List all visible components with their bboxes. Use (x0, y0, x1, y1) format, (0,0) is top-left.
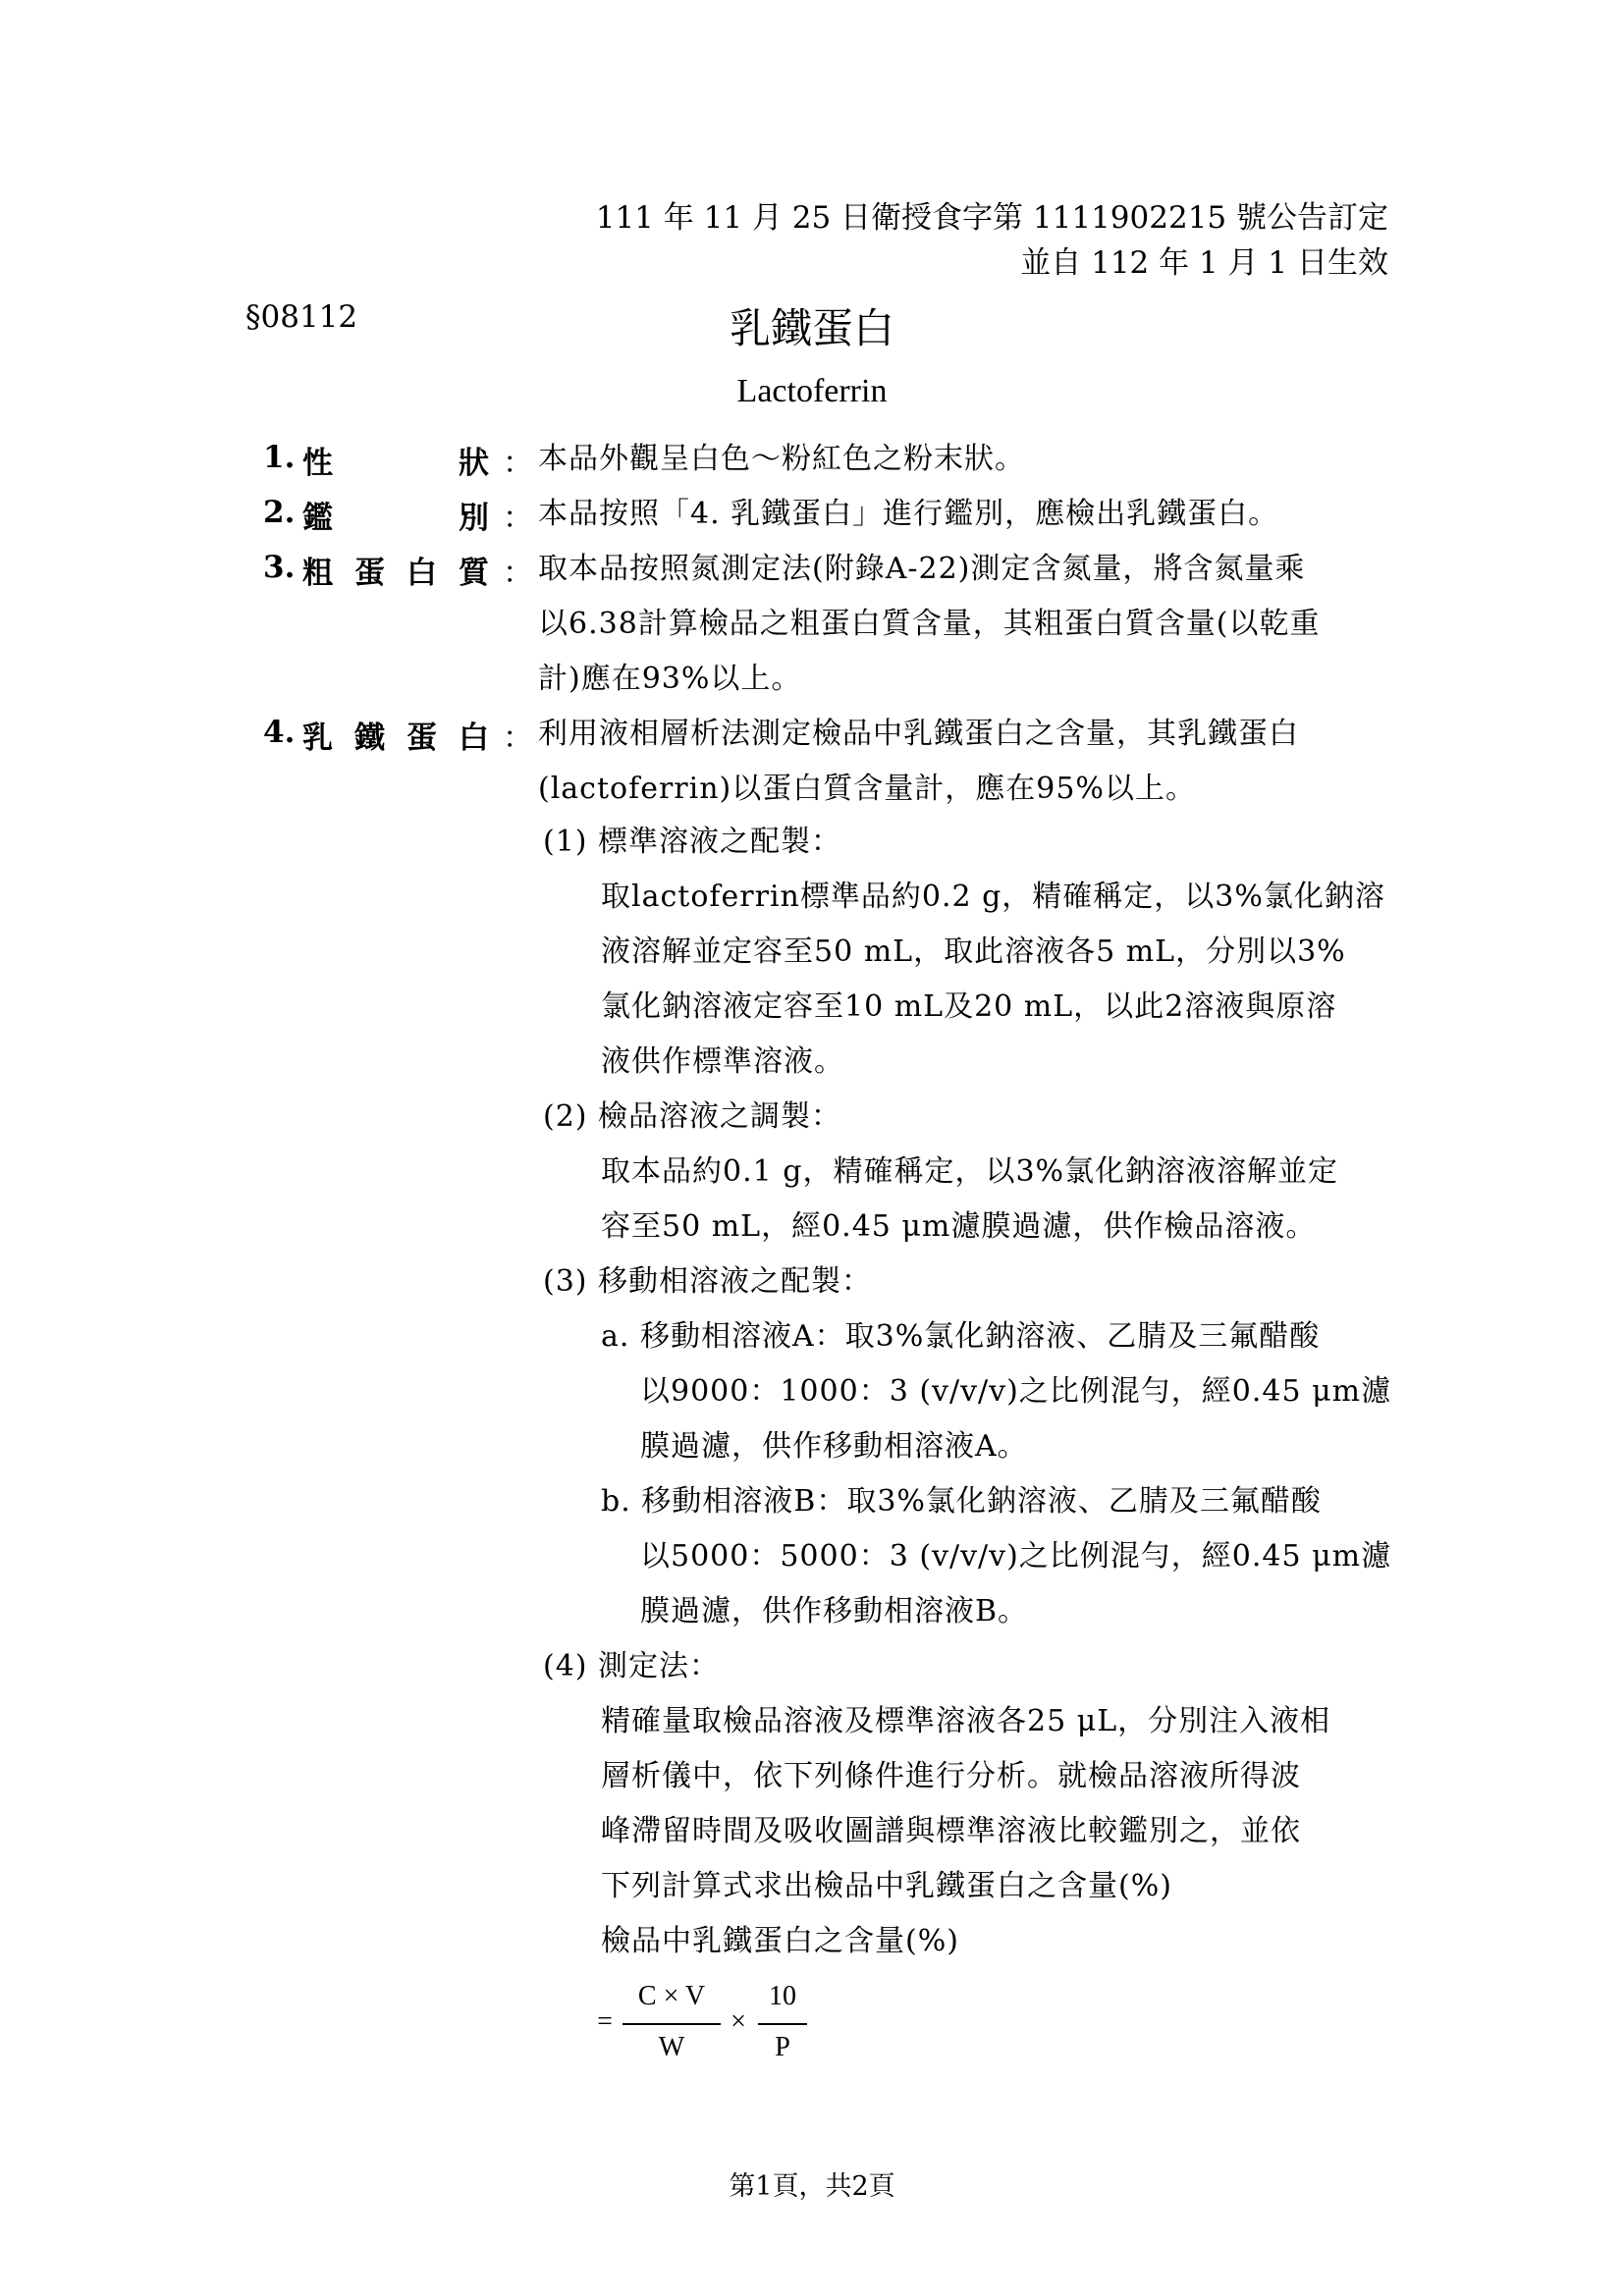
mobile-phase-a: a. 移動相溶液A：取3%氯化鈉溶液、乙腈及三氟醋酸 (601, 1319, 1321, 1354)
item-text: 取本品按照氮測定法(附錄A-22)測定含氮量，將含氮量乘 (538, 552, 1306, 586)
formula-times: × (731, 2006, 746, 2037)
sub1-text: 液溶解並定容至50 mL，取此溶液各5 mL，分別以3% (601, 934, 1346, 969)
item-label: 乳 鐵 蛋 白 (302, 721, 489, 756)
sub4-text: 檢品中乳鐵蛋白之含量(%) (601, 1924, 959, 1958)
item-crude-protein (0, 542, 1624, 707)
announcement-line-1: 111 年 11 月 25 日衛授食字第 1111902215 號公告訂定 (595, 200, 1388, 236)
item-identification (0, 487, 1624, 542)
item-label: 粗 蛋 白 質 (302, 556, 489, 591)
item-colon: ： (503, 556, 533, 591)
item-appearance (0, 432, 1624, 487)
document-title: 乳鐵蛋白 (729, 304, 894, 352)
formula-numerator-cv: C × V (637, 1981, 706, 2011)
item-text: (lactoferrin)以蛋白質含量計，應在95%以上。 (538, 772, 1196, 806)
formula-equals: = (597, 2006, 613, 2037)
document-subtitle: Lactoferrin (736, 373, 888, 409)
sub4-heading: (4) 測定法： (543, 1649, 721, 1683)
item-text: 本品按照「4. 乳鐵蛋白」進行鑑別，應檢出乳鐵蛋白。 (538, 497, 1279, 531)
fraction-bar (623, 2023, 721, 2025)
sub3-heading: (3) 移動相溶液之配製： (543, 1264, 873, 1299)
mobile-phase-b: 膜過濾，供作移動相溶液B。 (640, 1594, 1029, 1629)
mobile-phase-b: 以5000：5000：3 (v/v/v)之比例混勻，經0.45 μm濾 (640, 1539, 1392, 1574)
item-number: 1. (263, 440, 296, 475)
item-text: 利用液相層析法測定檢品中乳鐵蛋白之含量，其乳鐵蛋白 (538, 717, 1299, 751)
item-number: 2. (263, 495, 296, 530)
sub1-text: 取lactoferrin標準品約0.2 g，精確稱定，以3%氯化鈉溶 (601, 880, 1385, 914)
document-code: §08112 (245, 299, 358, 335)
mobile-phase-a: 以9000：1000：3 (v/v/v)之比例混勻，經0.45 μm濾 (640, 1374, 1392, 1409)
item-text: 計)應在93%以上。 (538, 662, 802, 696)
fraction-bar (758, 2023, 807, 2025)
item-label: 鑑 別 (302, 501, 489, 536)
mobile-phase-b: b. 移動相溶液B：取3%氯化鈉溶液、乙腈及三氟醋酸 (601, 1484, 1322, 1519)
sub4-text: 精確量取檢品溶液及標準溶液各25 μL，分別注入液相 (601, 1704, 1331, 1738)
item-colon: ： (503, 501, 533, 536)
item-number: 3. (263, 550, 296, 585)
sub1-text: 氯化鈉溶液定容至10 mL及20 mL，以此2溶液與原溶 (601, 989, 1337, 1024)
sub4-text: 峰滯留時間及吸收圖譜與標準溶液比較鑑別之，並依 (601, 1814, 1301, 1848)
item-number: 4. (263, 715, 296, 750)
sub1-text: 液供作標準溶液。 (601, 1044, 844, 1079)
sub1-heading: (1) 標準溶液之配製： (543, 825, 842, 859)
item-lactoferrin (0, 707, 1624, 817)
item-text: 以6.38計算檢品之粗蛋白質含量，其粗蛋白質含量(以乾重 (538, 607, 1321, 641)
announcement-line-2: 並自 112 年 1 月 1 日生效 (1020, 245, 1388, 281)
item-colon: ： (503, 721, 533, 756)
sub4-text: 下列計算式求出檢品中乳鐵蛋白之含量(%) (601, 1869, 1172, 1903)
sub4-text: 層析儀中，依下列條件進行分析。就檢品溶液所得波 (601, 1759, 1301, 1793)
item-label: 性 狀 (302, 446, 489, 481)
page-number: 第1頁，共2頁 (729, 2171, 895, 2202)
formula-numerator-10: 10 (769, 1981, 796, 2011)
formula-denominator-p: P (775, 2032, 790, 2062)
formula-denominator-w: W (658, 2032, 685, 2062)
sub2-text: 取本品約0.1 g，精確稱定，以3%氯化鈉溶液溶解並定 (601, 1154, 1339, 1189)
sub2-text: 容至50 mL，經0.45 μm濾膜過濾，供作檢品溶液。 (601, 1209, 1317, 1244)
mobile-phase-a: 膜過濾，供作移動相溶液A。 (640, 1429, 1028, 1464)
sub2-heading: (2) 檢品溶液之調製： (543, 1099, 842, 1134)
item-colon: ： (503, 446, 533, 481)
item-text: 本品外觀呈白色～粉紅色之粉末狀。 (538, 442, 1025, 476)
